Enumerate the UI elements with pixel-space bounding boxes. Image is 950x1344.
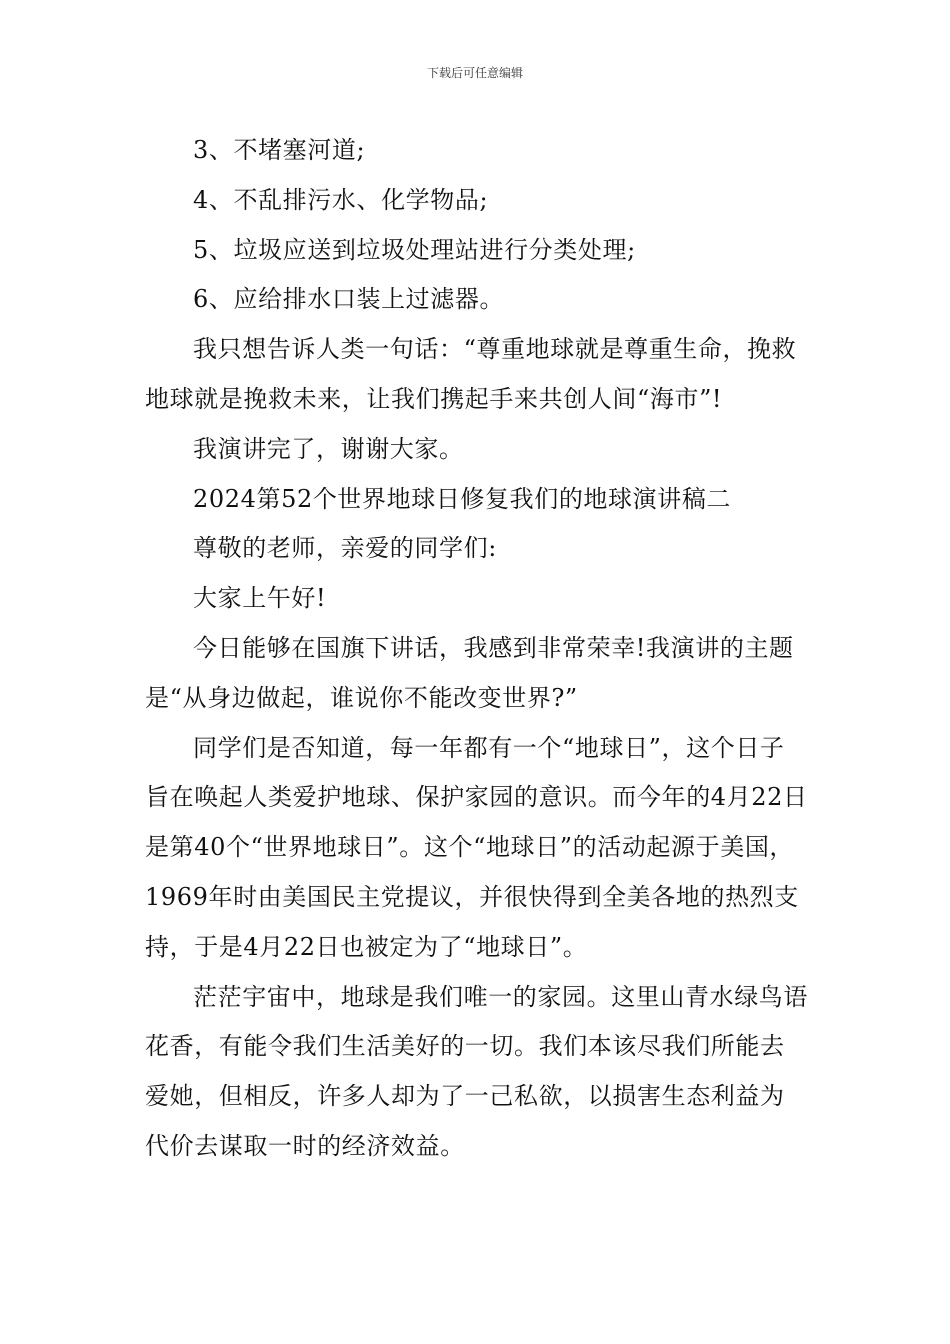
- document-body: [145, 126, 809, 1172]
- list-item-3: 3、不堵塞河道;: [193, 136, 366, 164]
- list-item-5: 5、垃圾应送到垃圾处理站进行分类处理;: [193, 235, 636, 264]
- paragraph-salutation: 尊敬的老师，亲爱的同学们:: [193, 534, 497, 563]
- paragraph-closing: 我演讲完了，谢谢大家。: [193, 434, 464, 463]
- paragraph-greeting: 大家上午好!: [193, 584, 327, 613]
- page-header-note: 下载后可任意编辑: [426, 66, 523, 80]
- list-item-6: 6、应给排水口装上过滤器。: [193, 285, 505, 314]
- paragraph-topic: 今日能够在国旗下讲话，我感到非常荣幸!我演讲的主题是“从身边做起，谁说你不能改变世界?”: [145, 633, 794, 712]
- paragraph-homeland: 茫茫宇宙中，地球是我们唯一的家园。这里山青水绿鸟语花香，有能令我们生活美好的一切。我们本该尽我们所能去爱她，但相反，许多人却为了一己私欲，以损害生态利益为代价去谋取一时的经济效益。: [145, 982, 808, 1160]
- paragraph-earth-day: 同学们是否知道，每一年都有一个“地球日”，这个日子旨在唤起人类爱护地球、保护家园的意识。而今年的4月22日是第40个“世界地球日”。这个“地球日”的活动起源于美国，1969年时由美国民主党提议，并很快得到全美各地的热烈支持，于是4月22日也被定为了“地球日”。: [145, 733, 808, 961]
- speech-title: 2024第52个世界地球日修复我们的地球演讲稿二: [193, 484, 732, 513]
- list-item-4: 4、不乱排污水、化学物品;: [193, 185, 489, 214]
- paragraph-appeal: 我只想告诉人类一句话：“尊重地球就是尊重生命，挽救地球就是挽救未来，让我们携起手来共创人间“海市”!: [145, 335, 797, 413]
